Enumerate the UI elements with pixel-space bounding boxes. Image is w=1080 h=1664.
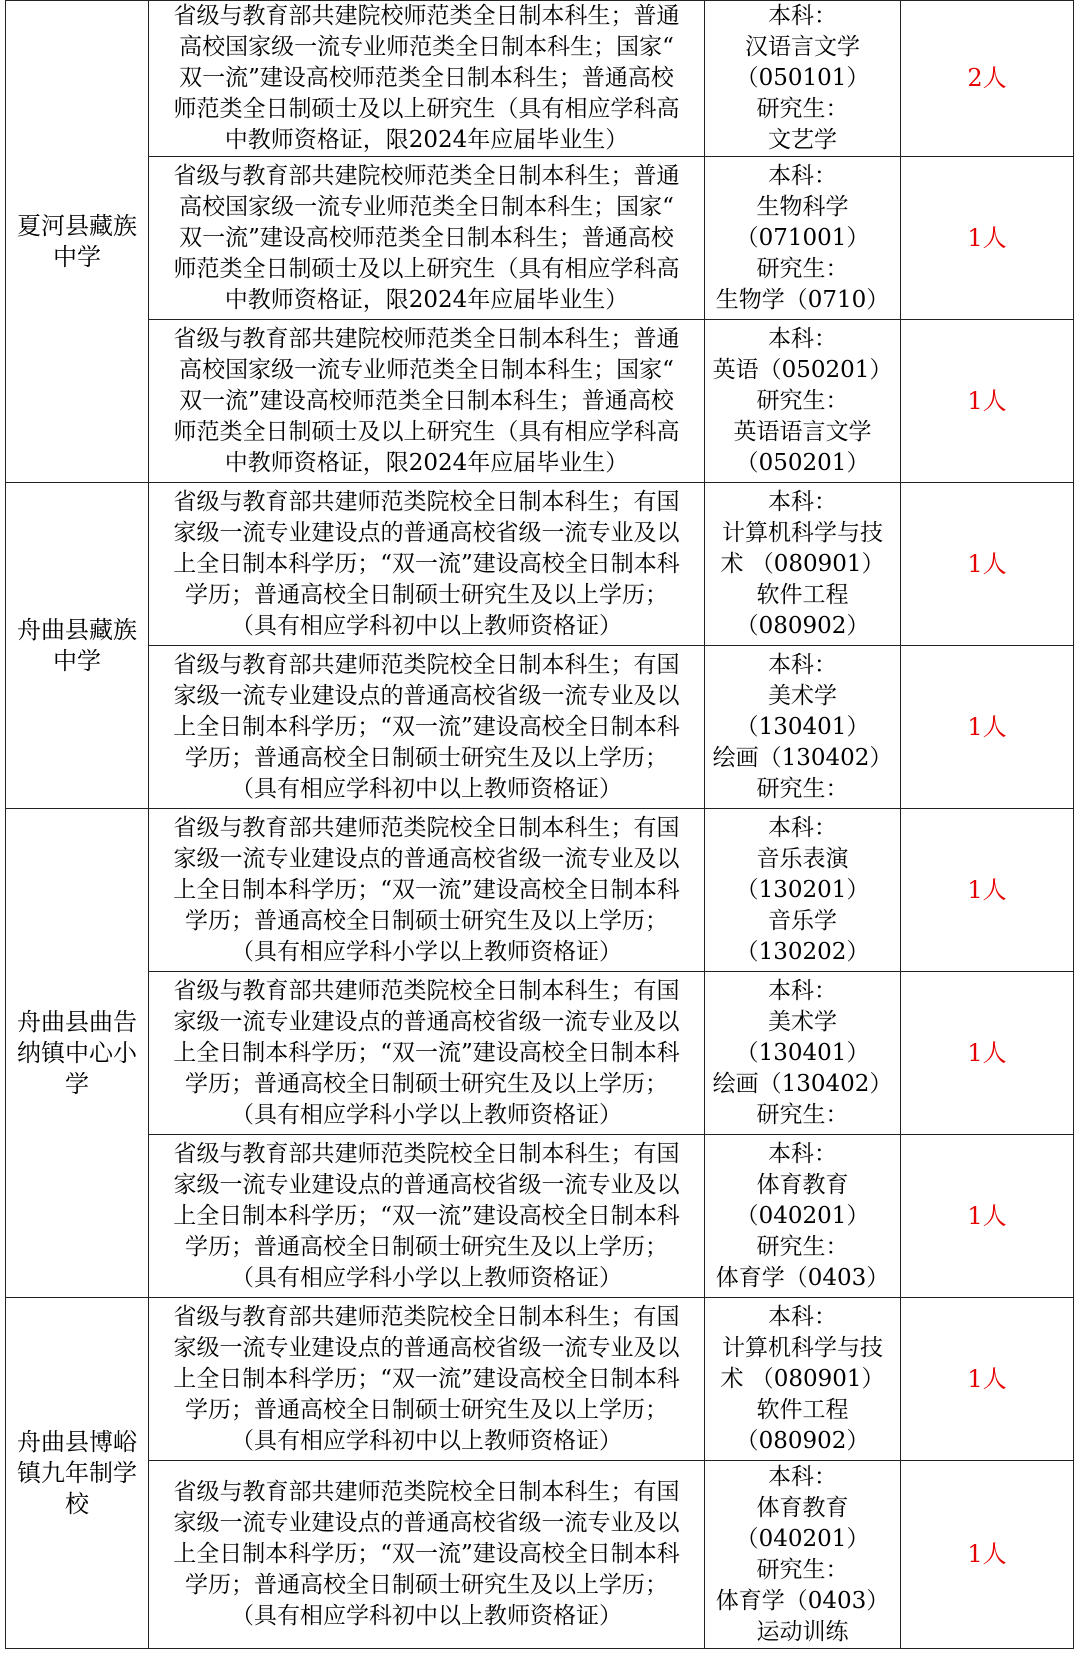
major-cell: 本科： 美术学 （130401） 绘画（130402） 研究生： xyxy=(705,972,901,1135)
school-name-cell: 舟曲县博峪镇九年制学校 xyxy=(6,1298,149,1649)
requirements-cell: 省级与教育部共建师范类院校全日制本科生；有国 家级一流专业建设点的普通高校省级一流专业及以 上全日制本科学历；“双一流”建设高校全日制本科 学历；普通高校全日制硕士研究生及以上学历； （具有相应学科初中以上教师资格证） xyxy=(149,1461,705,1649)
requirements-cell: 省级与教育部共建师范类院校全日制本科生；有国 家级一流专业建设点的普通高校省级一流专业及以 上全日制本科学历；“双一流”建设高校全日制本科 学历；普通高校全日制硕士研究生及以上学历； （具有相应学科初中以上教师资格证） xyxy=(149,1298,705,1461)
table-row xyxy=(6,972,1074,1135)
table-row xyxy=(6,1135,1074,1298)
table-row xyxy=(6,1,1074,157)
table-row xyxy=(6,1461,1074,1649)
headcount-cell: 1人 xyxy=(901,320,1074,483)
headcount-cell: 1人 xyxy=(901,157,1074,320)
headcount-cell: 1人 xyxy=(901,972,1074,1135)
major-cell: 本科： 计算机科学与技 术 （080901） 软件工程 （080902） xyxy=(705,483,901,646)
headcount-cell: 1人 xyxy=(901,483,1074,646)
requirements-cell: 省级与教育部共建师范类院校全日制本科生；有国 家级一流专业建设点的普通高校省级一流专业及以 上全日制本科学历；“双一流”建设高校全日制本科 学历；普通高校全日制硕士研究生及以上学历； （具有相应学科小学以上教师资格证） xyxy=(149,809,705,972)
requirements-cell: 省级与教育部共建师范类院校全日制本科生；有国 家级一流专业建设点的普通高校省级一流专业及以 上全日制本科学历；“双一流”建设高校全日制本科 学历；普通高校全日制硕士研究生及以上学历； （具有相应学科初中以上教师资格证） xyxy=(149,646,705,809)
table-row xyxy=(6,157,1074,320)
major-cell: 本科： 汉语言文学 （050101） 研究生： 文艺学 xyxy=(705,1,901,157)
major-cell: 本科： 英语（050201） 研究生： 英语语言文学 （050201） xyxy=(705,320,901,483)
headcount-cell: 1人 xyxy=(901,809,1074,972)
table-row xyxy=(6,1298,1074,1461)
major-cell: 本科： 计算机科学与技 术 （080901） 软件工程 （080902） xyxy=(705,1298,901,1461)
table-row xyxy=(6,809,1074,972)
headcount-cell: 2人 xyxy=(901,1,1074,157)
school-name-cell: 舟曲县藏族中学 xyxy=(6,483,149,809)
headcount-cell: 1人 xyxy=(901,1135,1074,1298)
school-name-cell: 夏河县藏族中学 xyxy=(6,1,149,483)
recruitment-table xyxy=(5,0,1074,1649)
requirements-cell: 省级与教育部共建师范类院校全日制本科生；有国 家级一流专业建设点的普通高校省级一流专业及以 上全日制本科学历；“双一流”建设高校全日制本科 学历；普通高校全日制硕士研究生及以上学历； （具有相应学科小学以上教师资格证） xyxy=(149,1135,705,1298)
table-row xyxy=(6,320,1074,483)
major-cell: 本科： 美术学 （130401） 绘画（130402） 研究生： xyxy=(705,646,901,809)
requirements-cell: 省级与教育部共建院校师范类全日制本科生；普通 高校国家级一流专业师范类全日制本科生；国家“ 双一流”建设高校师范类全日制本科生；普通高校 师范类全日制硕士及以上研究生（具有相应学科高 中教师资格证，限2024年应届毕业生） xyxy=(149,320,705,483)
headcount-cell: 1人 xyxy=(901,646,1074,809)
requirements-cell: 省级与教育部共建院校师范类全日制本科生；普通 高校国家级一流专业师范类全日制本科生；国家“ 双一流”建设高校师范类全日制本科生；普通高校 师范类全日制硕士及以上研究生（具有相应学科高 中教师资格证，限2024年应届毕业生） xyxy=(149,157,705,320)
requirements-cell: 省级与教育部共建师范类院校全日制本科生；有国 家级一流专业建设点的普通高校省级一流专业及以 上全日制本科学历；“双一流”建设高校全日制本科 学历；普通高校全日制硕士研究生及以上学历； （具有相应学科小学以上教师资格证） xyxy=(149,972,705,1135)
major-cell: 本科： 生物科学 （071001） 研究生： 生物学（0710） xyxy=(705,157,901,320)
major-cell: 本科： 音乐表演 （130201） 音乐学 （130202） xyxy=(705,809,901,972)
school-name-cell: 舟曲县曲告纳镇中心小学 xyxy=(6,809,149,1298)
major-cell: 本科： 体育教育 （040201） 研究生： 体育学（0403） 运动训练 xyxy=(705,1461,901,1649)
headcount-cell: 1人 xyxy=(901,1298,1074,1461)
requirements-cell: 省级与教育部共建院校师范类全日制本科生；普通 高校国家级一流专业师范类全日制本科生；国家“ 双一流”建设高校师范类全日制本科生；普通高校 师范类全日制硕士及以上研究生（具有相应学科高 中教师资格证，限2024年应届毕业生） xyxy=(149,1,705,157)
major-cell: 本科： 体育教育 （040201） 研究生： 体育学（0403） xyxy=(705,1135,901,1298)
headcount-cell: 1人 xyxy=(901,1461,1074,1649)
table-row xyxy=(6,646,1074,809)
table-row xyxy=(6,483,1074,646)
requirements-cell: 省级与教育部共建师范类院校全日制本科生；有国 家级一流专业建设点的普通高校省级一流专业及以 上全日制本科学历；“双一流”建设高校全日制本科 学历；普通高校全日制硕士研究生及以上学历； （具有相应学科初中以上教师资格证） xyxy=(149,483,705,646)
